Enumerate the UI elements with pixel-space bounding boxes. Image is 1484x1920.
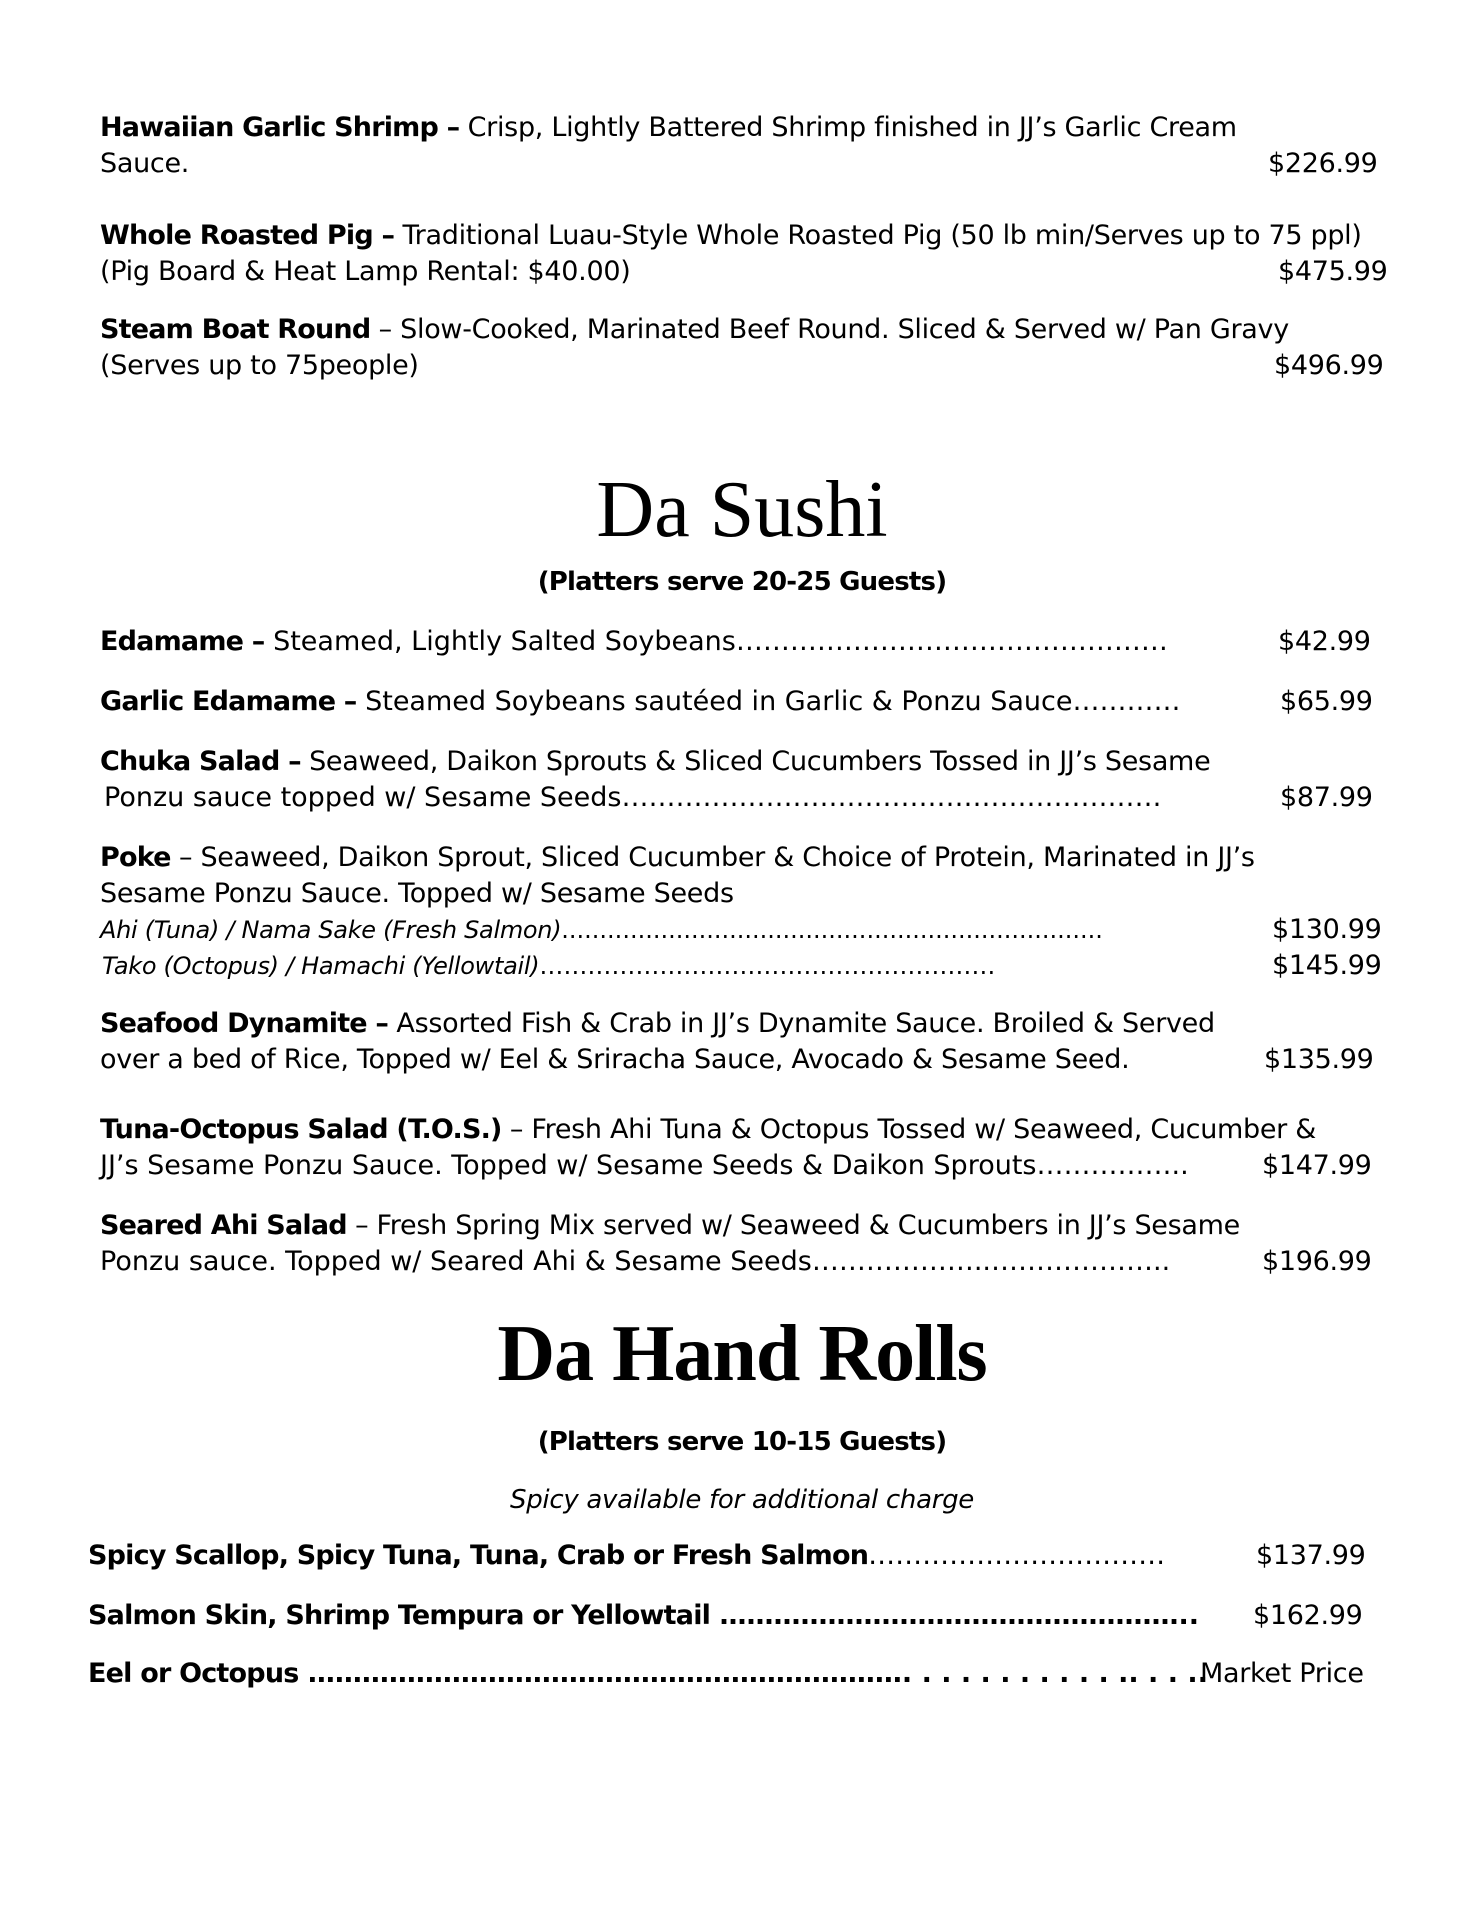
sushi-section-title: Da Sushi bbox=[596, 466, 888, 554]
item-description: (Pig Board & Heat Lamp Rental: $40.00) bbox=[100, 256, 631, 287]
menu-item-edamame bbox=[100, 624, 1400, 660]
item-price: $147.99 bbox=[1262, 1150, 1372, 1181]
item-name: Edamame – bbox=[100, 626, 265, 657]
hand-rolls-section-subtitle: (Platters serve 10-15 Guests) bbox=[537, 1427, 947, 1457]
item-name: Steam Boat Round bbox=[100, 314, 371, 345]
menu-item-seafood-dynamite bbox=[100, 1006, 1400, 1078]
item-description: – Fresh Spring Mix served w/ Seaweed & Cucumbers in JJ’s Sesame bbox=[346, 1210, 1240, 1241]
item-price: $196.99 bbox=[1262, 1246, 1372, 1277]
menu-item-whole-roasted-pig bbox=[100, 218, 1400, 290]
item-description: JJ’s Sesame Ponzu Sauce. Topped w/ Sesame Seeds & Daikon Sprouts…………….. bbox=[100, 1150, 1189, 1181]
sushi-section-subtitle: (Platters serve 20-25 Guests) bbox=[537, 567, 947, 597]
leader-dots: …………………………………………….. bbox=[710, 1600, 1200, 1631]
item-name: Poke bbox=[100, 842, 171, 873]
item-price: $496.99 bbox=[1274, 350, 1384, 381]
item-name: Salmon Skin, Shrimp Tempura or Yellowtail bbox=[88, 1600, 711, 1631]
hand-rolls-section-title: Da Hand Rolls bbox=[497, 1310, 987, 1398]
item-price: $65.99 bbox=[1280, 686, 1373, 717]
item-description: – Slow-Cooked, Marinated Beef Round. Sliced & Served w/ Pan Gravy bbox=[370, 314, 1289, 345]
leader-dots: …………………………… bbox=[868, 1540, 1166, 1571]
hand-roll-item bbox=[88, 1658, 1408, 1694]
leader-dots: ………………………………………………… bbox=[539, 952, 996, 980]
item-description: Traditional Luau-Style Whole Roasted Pig (50 lb min/Serves up to 75 ppl) bbox=[394, 220, 1362, 251]
leader-dots: ....................................................................... bbox=[561, 916, 1103, 944]
item-price: $145.99 bbox=[1272, 950, 1382, 981]
item-description: Crisp, Lightly Battered Shrimp finished in JJ’s Garlic Cream bbox=[459, 112, 1237, 143]
item-name: Hawaiian Garlic Shrimp – bbox=[100, 112, 460, 143]
item-price: Market Price bbox=[1200, 1658, 1364, 1689]
menu-item-chuka-salad bbox=[100, 744, 1400, 816]
menu-item-steam-boat-round bbox=[100, 312, 1400, 384]
item-description: Assorted Fish & Crab in JJ’s Dynamite Sauce. Broiled & Served bbox=[388, 1008, 1215, 1039]
item-price: $137.99 bbox=[1256, 1540, 1366, 1571]
leader-dots: …………………………………………………………. . . . . . . . . . . .. . . .. bbox=[298, 1658, 1208, 1689]
item-name: Garlic Edamame – bbox=[100, 686, 357, 717]
item-description: Seaweed, Daikon Sprouts & Sliced Cucumbers Tossed in JJ’s Sesame bbox=[300, 746, 1211, 777]
item-name: Chuka Salad – bbox=[100, 746, 301, 777]
item-description: over a bed of Rice, Topped w/ Eel & Sriracha Sauce, Avocado & Sesame Seed. bbox=[100, 1044, 1130, 1075]
item-description: Sauce. bbox=[100, 148, 190, 179]
poke-option-label: Tako (Octopus) / Hamachi (Yellowtail) bbox=[102, 952, 540, 980]
menu-item-tuna-octopus-salad bbox=[100, 1112, 1400, 1184]
item-description: (Serves up to 75people) bbox=[100, 350, 419, 381]
menu-item-seared-ahi-salad bbox=[100, 1208, 1400, 1280]
item-description: Ponzu sauce. Topped w/ Seared Ahi & Sesame Seeds………………..……………….. bbox=[100, 1246, 1171, 1277]
hand-roll-item bbox=[88, 1600, 1408, 1636]
spicy-note: Spicy available for additional charge bbox=[510, 1485, 974, 1515]
item-name: Whole Roasted Pig – bbox=[100, 220, 395, 251]
item-name: Tuna-Octopus Salad (T.O.S.) bbox=[100, 1114, 502, 1145]
poke-option-label: Ahi (Tuna) / Nama Sake (Fresh Salmon) bbox=[100, 916, 562, 944]
item-price: $130.99 bbox=[1272, 914, 1382, 945]
menu-item-garlic-edamame bbox=[100, 684, 1400, 720]
item-price: $87.99 bbox=[1280, 782, 1373, 813]
item-description: Steamed Soybeans sautéed in Garlic & Ponzu Sauce………… bbox=[356, 686, 1181, 717]
item-description: – Seaweed, Daikon Sprout, Sliced Cucumber & Choice of Protein, Marinated in JJ’s bbox=[170, 842, 1255, 873]
hand-roll-item bbox=[88, 1540, 1408, 1576]
item-description: Ponzu sauce topped w/ Sesame Seeds…………………………………………………… bbox=[104, 782, 1162, 813]
item-price: $135.99 bbox=[1264, 1044, 1374, 1075]
item-name: Seared Ahi Salad bbox=[100, 1210, 347, 1241]
item-name: Seafood Dynamite – bbox=[100, 1008, 389, 1039]
menu-item-poke bbox=[100, 840, 1400, 984]
item-price: $162.99 bbox=[1253, 1600, 1363, 1631]
item-description: – Fresh Ahi Tuna & Octopus Tossed w/ Seaweed, Cucumber & bbox=[501, 1114, 1317, 1145]
item-description: Sesame Ponzu Sauce. Topped w/ Sesame Seeds bbox=[100, 878, 734, 909]
item-price: $42.99 bbox=[1278, 626, 1371, 657]
item-name: Spicy Scallop, Spicy Tuna, Tuna, Crab or Fresh Salmon bbox=[88, 1540, 869, 1571]
item-price: $475.99 bbox=[1278, 256, 1388, 287]
menu-item-hawaiian-garlic-shrimp bbox=[100, 110, 1400, 182]
item-price: $226.99 bbox=[1268, 148, 1378, 179]
item-description: Steamed, Lightly Salted Soybeans………………………………………… bbox=[264, 626, 1168, 657]
item-name: Eel or Octopus bbox=[88, 1658, 299, 1689]
